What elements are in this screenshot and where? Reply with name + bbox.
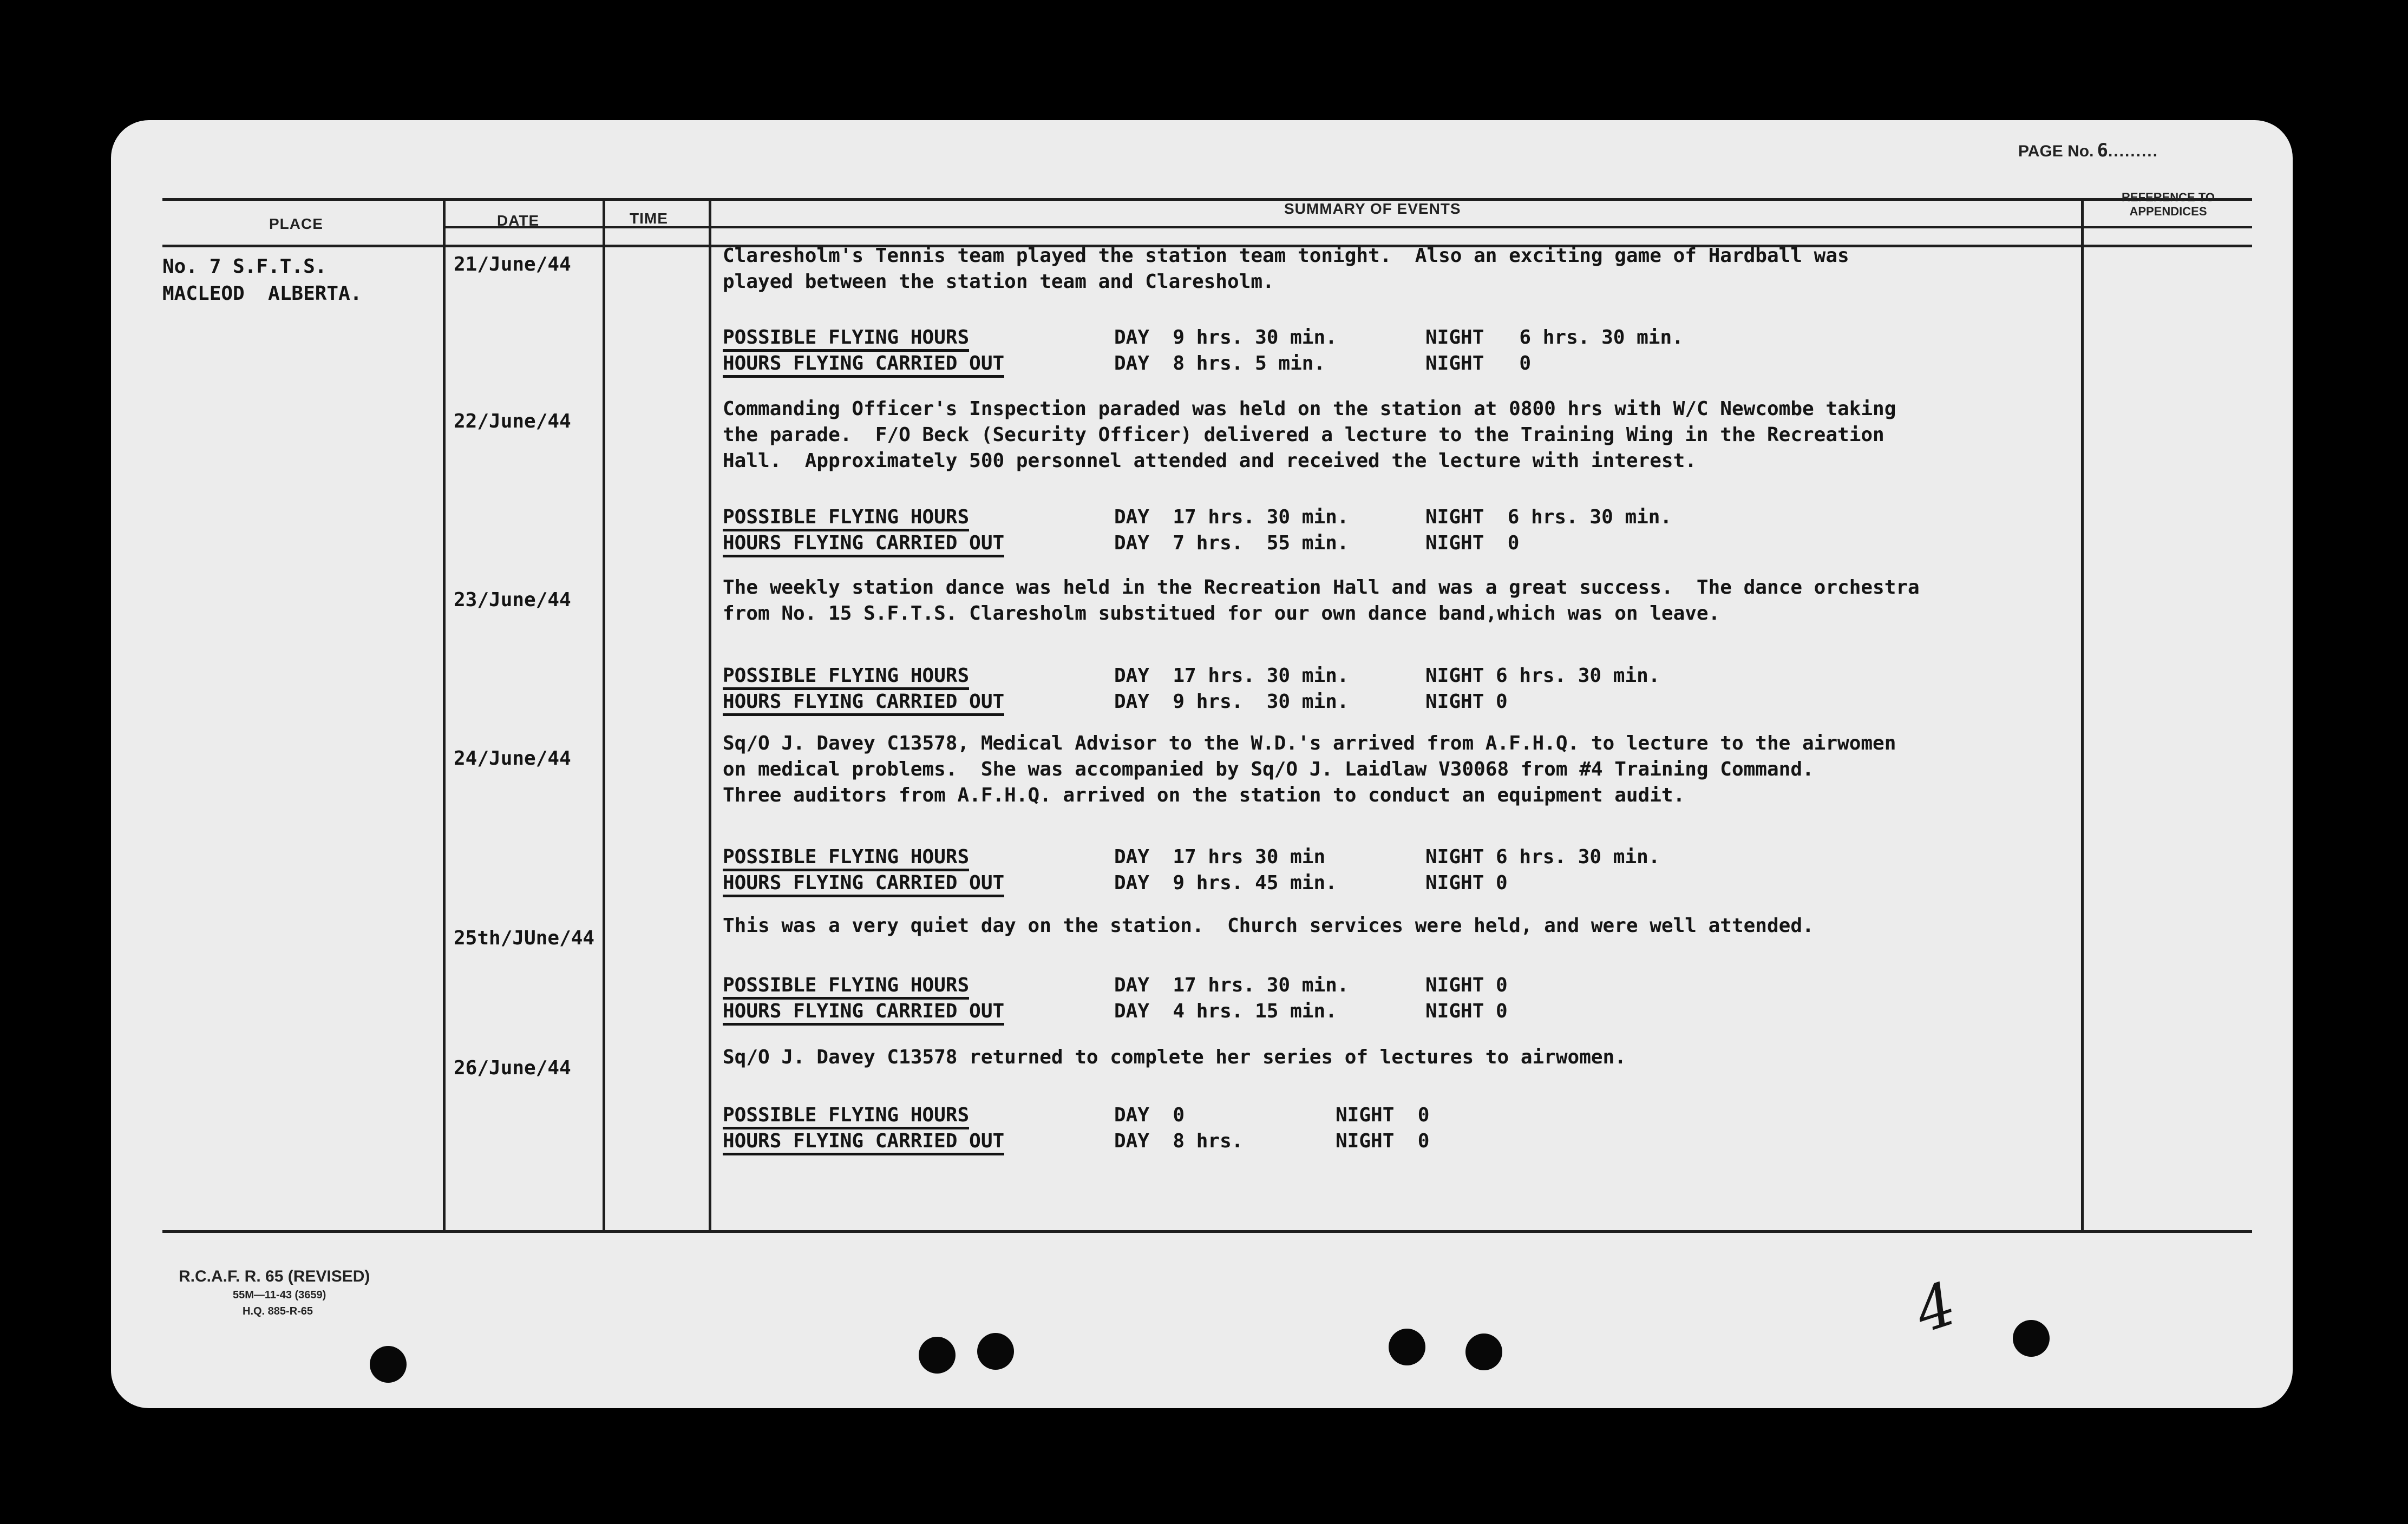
header-date: DATE: [497, 212, 540, 229]
footer-form-number: R.C.A.F. R. 65 (REVISED): [179, 1267, 370, 1285]
entry-summary-line: This was a very quiet day on the station. Church services were held, and were well attended.: [723, 915, 1814, 937]
punch-hole: [919, 1337, 956, 1374]
hours-flying-carried-out-night: NIGHT 0: [1425, 691, 1508, 713]
hours-flying-carried-out-night: NIGHT 0: [1425, 352, 1532, 375]
possible-flying-hours-day: DAY 17 hrs 30 min: [1114, 846, 1326, 868]
entry-summary-line: Three auditors from A.F.H.Q. arrived on the station to conduct an equipment audit.: [723, 784, 1685, 806]
header-mid-rule: [444, 226, 2252, 228]
header-summary: SUMMARY OF EVENTS: [1284, 200, 1461, 217]
possible-flying-hours-day: DAY 9 hrs. 30 min.: [1114, 326, 1337, 349]
handwritten-mark: 4: [1906, 1269, 1965, 1346]
hours-flying-carried-out-label: HOURS FLYING CARRIED OUT: [723, 1000, 1004, 1026]
hours-flying-carried-out-label: HOURS FLYING CARRIED OUT: [723, 352, 1004, 378]
place-line-1: No. 7 S.F.T.S.: [162, 255, 327, 278]
entry-summary-line: Claresholm's Tennis team played the station team tonight. Also an exciting game of Hardball was: [723, 245, 1849, 267]
column-rule-summary-reference: [2081, 198, 2084, 1233]
possible-flying-hours-night: NIGHT 6 hrs. 30 min.: [1425, 665, 1660, 687]
hours-flying-carried-out-label: HOURS FLYING CARRIED OUT: [723, 1130, 1004, 1155]
header-time: TIME: [630, 210, 668, 227]
footer-line-3: H.Q. 885-R-65: [243, 1305, 313, 1317]
column-rule-place-date: [443, 198, 446, 1233]
possible-flying-hours-label: POSSIBLE FLYING HOURS: [723, 846, 969, 871]
hours-flying-carried-out-day: DAY 7 hrs. 55 min.: [1114, 532, 1349, 554]
possible-flying-hours-label: POSSIBLE FLYING HOURS: [723, 974, 969, 1000]
possible-flying-hours-day: DAY 17 hrs. 30 min.: [1114, 506, 1349, 528]
header-place: PLACE: [269, 215, 323, 232]
hours-flying-carried-out-day: DAY 9 hrs. 45 min.: [1114, 872, 1337, 894]
hours-flying-carried-out-day: DAY 9 hrs. 30 min.: [1114, 691, 1349, 713]
hours-flying-carried-out-night: NIGHT 0: [1425, 1000, 1508, 1022]
table-bottom-rule: [162, 1230, 2252, 1233]
possible-flying-hours-night: NIGHT 0: [1425, 974, 1508, 996]
entry-summary-line: from No. 15 S.F.T.S. Claresholm substitued for our own dance band,which was on leave.: [723, 602, 1720, 625]
entry-date: 23/June/44: [454, 589, 571, 611]
page-number-value: 6: [2097, 140, 2108, 161]
punch-hole: [1465, 1333, 1502, 1370]
entry-summary-line: Hall. Approximately 500 personnel attended and received the lecture with interest.: [723, 450, 1697, 472]
column-rule-time-summary: [709, 198, 711, 1233]
hours-flying-carried-out-night: NIGHT 0: [1425, 532, 1520, 554]
entry-summary-line: Sq/O J. Davey C13578 returned to complete her series of lectures to airwomen.: [723, 1046, 1626, 1068]
hours-flying-carried-out-night: NIGHT 0: [1425, 872, 1508, 894]
possible-flying-hours-night: NIGHT 6 hrs. 30 min.: [1425, 506, 1672, 528]
punch-hole: [2013, 1320, 2050, 1357]
page-number-label: PAGE No.: [2018, 142, 2094, 160]
hours-flying-carried-out-label: HOURS FLYING CARRIED OUT: [723, 872, 1004, 897]
entry-summary-line: the parade. F/O Beck (Security Officer) delivered a lecture to the Training Wing in the Recreation: [723, 424, 1884, 446]
hours-flying-carried-out-day: DAY 8 hrs.: [1114, 1130, 1244, 1152]
possible-flying-hours-night: NIGHT 6 hrs. 30 min.: [1425, 326, 1684, 349]
entry-summary-line: Commanding Officer's Inspection paraded was held on the station at 0800 hrs with W/C Newcombe taking: [723, 398, 1896, 420]
column-rule-date-time: [603, 198, 605, 1233]
page-number: PAGE No. 6.........: [2018, 140, 2158, 161]
possible-flying-hours-label: POSSIBLE FLYING HOURS: [723, 1104, 969, 1129]
possible-flying-hours-label: POSSIBLE FLYING HOURS: [723, 506, 969, 531]
footer-line-2: 55M—11-43 (3659): [233, 1289, 326, 1301]
entry-date: 21/June/44: [454, 253, 571, 275]
punch-hole: [977, 1333, 1014, 1370]
possible-flying-hours-night: NIGHT 6 hrs. 30 min.: [1425, 846, 1660, 868]
punch-hole: [1389, 1329, 1425, 1365]
hours-flying-carried-out-day: DAY 4 hrs. 15 min.: [1114, 1000, 1337, 1022]
possible-flying-hours-day: DAY 17 hrs. 30 min.: [1114, 974, 1349, 996]
hours-flying-carried-out-label: HOURS FLYING CARRIED OUT: [723, 691, 1004, 716]
entry-date: 22/June/44: [454, 410, 571, 432]
header-reference: REFERENCE TO APPENDICES: [2122, 190, 2215, 218]
entry-date: 24/June/44: [454, 747, 571, 770]
entry-summary-line: on medical problems. She was accompanied by Sq/O J. Laidlaw V30068 from #4 Training Command.: [723, 758, 1814, 780]
entry-date: 26/June/44: [454, 1057, 571, 1079]
entry-summary-line: played between the station team and Claresholm.: [723, 271, 1274, 293]
possible-flying-hours-day: DAY 0: [1114, 1104, 1185, 1126]
possible-flying-hours-night: NIGHT 0: [1336, 1104, 1430, 1126]
place-line-2: MACLEOD ALBERTA.: [162, 283, 362, 305]
possible-flying-hours-day: DAY 17 hrs. 30 min.: [1114, 665, 1349, 687]
possible-flying-hours-label: POSSIBLE FLYING HOURS: [723, 326, 969, 352]
possible-flying-hours-label: POSSIBLE FLYING HOURS: [723, 665, 969, 690]
hours-flying-carried-out-night: NIGHT 0: [1336, 1130, 1430, 1152]
entry-summary-line: Sq/O J. Davey C13578, Medical Advisor to the W.D.'s arrived from A.F.H.Q. to lecture to the airwomen: [723, 732, 1896, 754]
hours-flying-carried-out-day: DAY 8 hrs. 5 min.: [1114, 352, 1326, 375]
entry-summary-line: The weekly station dance was held in the Recreation Hall and was a great success. The dance orchestra: [723, 576, 1920, 599]
header-top-rule: [162, 198, 2252, 201]
hours-flying-carried-out-label: HOURS FLYING CARRIED OUT: [723, 532, 1004, 557]
punch-hole: [370, 1346, 407, 1383]
entry-date: 25th/JUne/44: [454, 927, 595, 949]
